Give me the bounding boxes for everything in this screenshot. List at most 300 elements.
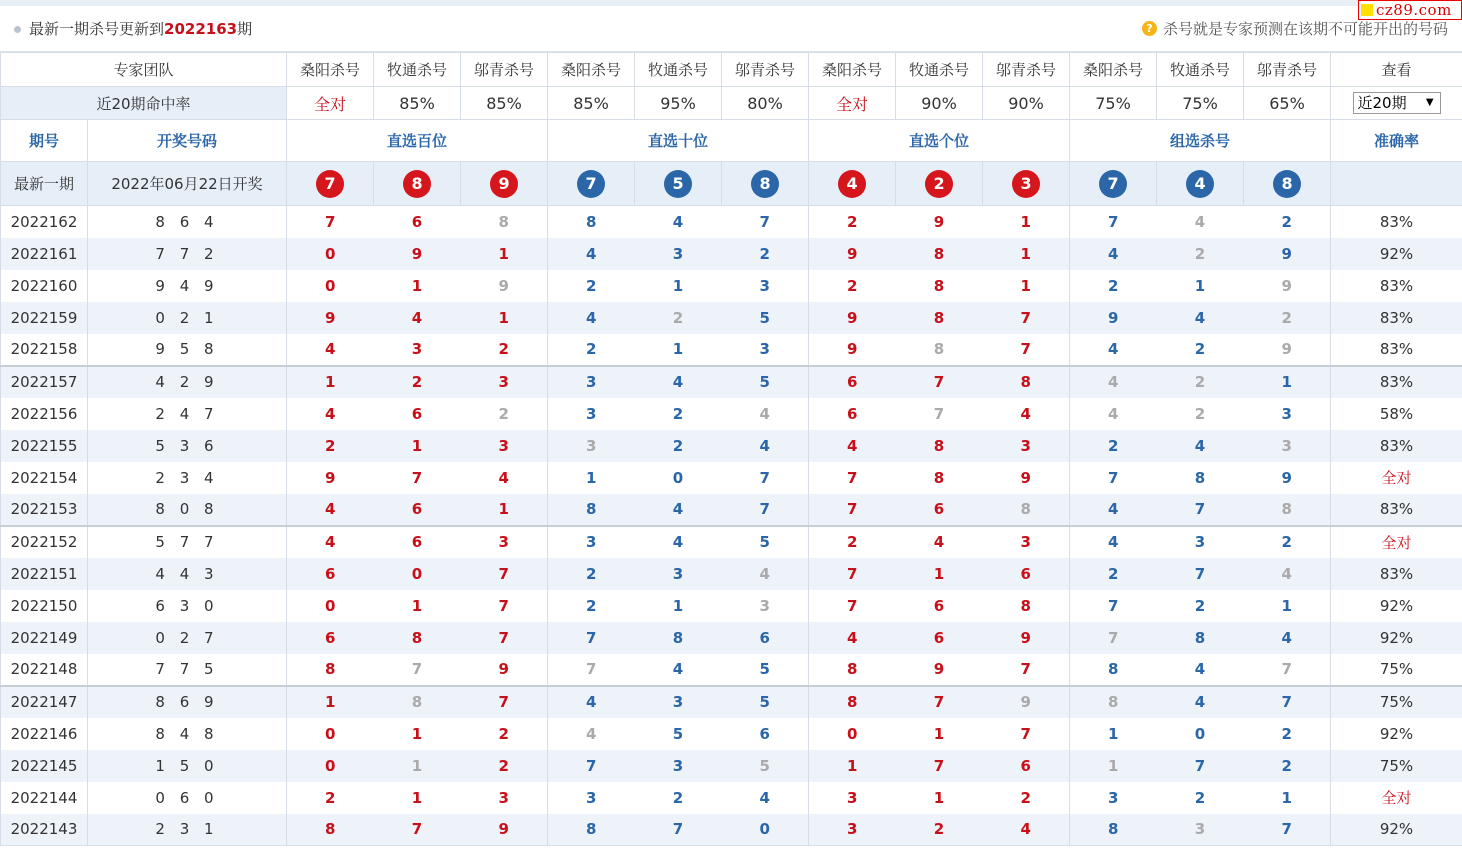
- kill-number: 8: [548, 206, 635, 238]
- kill-number: 2: [1244, 750, 1331, 782]
- hitrate-value: 65%: [1244, 87, 1331, 120]
- kill-number: 7: [1281, 660, 1292, 678]
- kill-number: 4: [287, 494, 374, 526]
- accuracy-value: 92%: [1331, 590, 1462, 622]
- kill-number: 1: [983, 206, 1070, 238]
- kill-number: 7: [933, 404, 945, 423]
- kill-number: 4: [722, 430, 809, 462]
- expert-name[interactable]: 桑阳杀号: [1070, 53, 1157, 87]
- accuracy-value: 75%: [1331, 750, 1462, 782]
- issue-number: 2022144: [1, 782, 88, 814]
- kill-number: 1: [1244, 366, 1331, 398]
- kill-number: 2: [498, 724, 509, 743]
- kill-number: 6: [374, 526, 461, 558]
- kill-number: 9: [374, 238, 461, 270]
- kill-number: 2: [896, 814, 983, 846]
- kill-number: 8: [809, 686, 896, 718]
- kill-number: 7: [1070, 462, 1157, 494]
- history-row: [1, 366, 1462, 398]
- issue-number: 2022149: [1, 622, 88, 654]
- kill-number: 2: [1244, 206, 1331, 238]
- history-row: [1, 718, 1462, 750]
- kill-number: 4: [983, 814, 1070, 846]
- kill-number: 3: [498, 788, 509, 807]
- latest-label: 最新一期: [1, 162, 88, 206]
- kill-number: 1: [461, 302, 548, 334]
- kill-number: 6: [374, 206, 461, 238]
- expert-name[interactable]: 桑阳杀号: [548, 53, 635, 87]
- kill-number: 0: [374, 558, 461, 590]
- kill-number: 3: [411, 340, 423, 358]
- kill-number: 6: [287, 622, 374, 654]
- kill-ball: 7: [577, 170, 605, 198]
- draw-number: 5 3 6: [88, 430, 287, 462]
- kill-number: 7: [759, 468, 770, 487]
- issue-number: 2022155: [1, 430, 88, 462]
- issue-number: 2022143: [1, 814, 88, 846]
- draw-number: 4 2 9: [88, 366, 287, 398]
- kill-number: 8: [1070, 686, 1157, 718]
- kill-number: 8: [896, 302, 983, 334]
- history-row: [1, 590, 1462, 622]
- kill-number: 5: [722, 366, 809, 398]
- history-row: [1, 302, 1462, 334]
- kill-number: 8: [896, 430, 983, 462]
- kill-number: 1: [287, 366, 374, 398]
- kill-number: 7: [461, 686, 548, 718]
- kill-number: 9: [1020, 468, 1031, 487]
- kill-number: 5: [672, 724, 684, 743]
- kill-number: 2: [548, 590, 635, 622]
- kill-number: 4: [1020, 404, 1031, 423]
- kill-number: 7: [1020, 660, 1031, 678]
- kill-number: 7: [722, 206, 809, 238]
- kill-number: 4: [722, 558, 809, 590]
- kill-number: 2: [1244, 302, 1331, 334]
- kill-number: 8: [461, 206, 548, 238]
- kill-number: 4: [374, 302, 461, 334]
- kill-number: 1: [1070, 750, 1157, 782]
- history-row: [1, 238, 1462, 270]
- kill-number-table: [0, 52, 1462, 846]
- accuracy-value: 92%: [1331, 718, 1462, 750]
- kill-number: 4: [635, 494, 722, 526]
- expert-name[interactable]: 牧通杀号: [635, 53, 722, 87]
- kill-number: 1: [983, 238, 1070, 270]
- kill-number: 1: [1020, 276, 1031, 295]
- kill-number: 7: [809, 462, 896, 494]
- hitrate-value: 90%: [896, 87, 983, 120]
- draw-number: 7 7 2: [88, 238, 287, 270]
- kill-number: 6: [374, 494, 461, 526]
- kill-number: 9: [498, 276, 509, 295]
- kill-number: 0: [672, 468, 684, 487]
- kill-ball: 9: [490, 170, 518, 198]
- kill-number: 7: [287, 206, 374, 238]
- kill-number: 8: [1070, 654, 1157, 686]
- kill-number: 4: [287, 398, 374, 430]
- kill-number: 9: [287, 302, 374, 334]
- accuracy-value: 全对: [1331, 782, 1462, 814]
- expert-name[interactable]: 桑阳杀号: [809, 53, 896, 87]
- kill-number: 3: [548, 782, 635, 814]
- question-circle-icon: ?: [1142, 21, 1157, 36]
- kill-number: 9: [896, 206, 983, 238]
- kill-number: 3: [1070, 782, 1157, 814]
- kill-number: 2: [809, 526, 896, 558]
- kill-ball: 4: [838, 170, 866, 198]
- kill-number: 4: [498, 468, 509, 487]
- history-row: [1, 750, 1462, 782]
- history-row: [1, 526, 1462, 558]
- kill-number: 1: [411, 788, 423, 807]
- kill-number: 3: [461, 526, 548, 558]
- kill-number: 7: [461, 558, 548, 590]
- kill-number: 1: [411, 276, 423, 295]
- latest-ball-cell: [635, 162, 722, 206]
- kill-number: 2: [809, 206, 896, 238]
- history-row: [1, 782, 1462, 814]
- kill-number: 6: [411, 404, 423, 423]
- kill-number: 7: [411, 468, 423, 487]
- kill-number: 4: [759, 404, 770, 423]
- kill-number: 9: [498, 660, 509, 678]
- kill-number: 4: [1244, 558, 1331, 590]
- dropdown-arrow-icon: ▼: [1425, 97, 1434, 108]
- kill-number: 8: [548, 494, 635, 526]
- kill-number: 3: [983, 526, 1070, 558]
- page-header: [0, 6, 1462, 52]
- kill-ball: 7: [1099, 170, 1127, 198]
- kill-number: 7: [1020, 724, 1031, 743]
- kill-number: 4: [1194, 660, 1206, 678]
- accuracy-value: 83%: [1331, 334, 1462, 366]
- expert-name[interactable]: 邬青杀号: [1244, 53, 1331, 87]
- hitrate-value: 85%: [548, 87, 635, 120]
- kill-number: 3: [1244, 430, 1331, 462]
- expert-name[interactable]: 桑阳杀号: [287, 53, 374, 87]
- kill-number: 4: [809, 430, 896, 462]
- history-row: [1, 686, 1462, 718]
- hitrate-value: 80%: [722, 87, 809, 120]
- expert-name[interactable]: 邬青杀号: [722, 53, 809, 87]
- hitrate-value: 85%: [461, 87, 548, 120]
- issue-number: 2022150: [1, 590, 88, 622]
- kill-number: 0: [722, 814, 809, 846]
- kill-number: 2: [1194, 596, 1206, 615]
- kill-number: 2: [548, 334, 635, 366]
- kill-number: 2: [672, 404, 684, 423]
- kill-number: 1: [672, 340, 684, 358]
- latest-ball-cell: [374, 162, 461, 206]
- kill-number: 5: [722, 526, 809, 558]
- kill-number: 1: [672, 596, 684, 615]
- kill-number: 5: [722, 750, 809, 782]
- kill-number: 4: [1070, 494, 1157, 526]
- hitrate-value: 全对: [287, 87, 374, 120]
- issue-header: 期号: [1, 120, 88, 162]
- kill-number: 3: [809, 814, 896, 846]
- kill-number: 3: [983, 430, 1070, 462]
- kill-number: 2: [1070, 270, 1157, 302]
- draw-number: 0 6 0: [88, 782, 287, 814]
- draw-header: 开奖号码: [88, 120, 287, 162]
- kill-number: 8: [1194, 468, 1206, 487]
- draw-number: 8 4 8: [88, 718, 287, 750]
- latest-prediction-row: [1, 162, 1462, 206]
- kill-number: 5: [759, 660, 770, 678]
- kill-number: 1: [1281, 596, 1292, 615]
- group-header-units: 直选个位: [809, 120, 1070, 162]
- accuracy-value: 全对: [1331, 462, 1462, 494]
- kill-number: 7: [1244, 686, 1331, 718]
- accuracy-value: 83%: [1331, 206, 1462, 238]
- kill-number: 2: [722, 238, 809, 270]
- history-row: [1, 270, 1462, 302]
- kill-number: 4: [635, 206, 722, 238]
- kill-number: 3: [635, 238, 722, 270]
- kill-number: 1: [933, 788, 945, 807]
- kill-number: 3: [1281, 404, 1292, 423]
- kill-ball: 7: [316, 170, 344, 198]
- hitrate-value: 95%: [635, 87, 722, 120]
- history-row: [1, 206, 1462, 238]
- kill-number: 8: [1157, 622, 1244, 654]
- kill-number: 6: [896, 494, 983, 526]
- kill-number: 3: [635, 750, 722, 782]
- latest-ball-cell: [1070, 162, 1157, 206]
- kill-number: 7: [896, 686, 983, 718]
- kill-number: 7: [374, 814, 461, 846]
- kill-number: 4: [1070, 366, 1157, 398]
- kill-number: 7: [411, 660, 423, 678]
- kill-number: 7: [809, 558, 896, 590]
- group-header-tens: 直选十位: [548, 120, 809, 162]
- kill-number: 4: [287, 526, 374, 558]
- period-select-cell: [1331, 87, 1462, 120]
- kill-number: 4: [1157, 206, 1244, 238]
- kill-number: 3: [1157, 814, 1244, 846]
- kill-number: 4: [635, 526, 722, 558]
- kill-number: 2: [548, 558, 635, 590]
- accuracy-value: 83%: [1331, 270, 1462, 302]
- kill-number: 4: [1157, 686, 1244, 718]
- issue-number: 2022154: [1, 462, 88, 494]
- kill-number: 7: [1020, 340, 1031, 358]
- accuracy-value: 83%: [1331, 494, 1462, 526]
- column-header-row: [1, 120, 1462, 162]
- kill-number: 6: [809, 366, 896, 398]
- accuracy-value: 92%: [1331, 622, 1462, 654]
- history-row: [1, 814, 1462, 846]
- accuracy-value: 75%: [1331, 686, 1462, 718]
- kill-number: 9: [1244, 238, 1331, 270]
- draw-number: 8 6 9: [88, 686, 287, 718]
- accuracy-value: 83%: [1331, 366, 1462, 398]
- kill-number: 9: [1281, 468, 1292, 487]
- kill-number: 9: [1281, 276, 1292, 295]
- kill-number: 7: [548, 750, 635, 782]
- hitrate-label: 近20期命中率: [1, 87, 287, 120]
- kill-number: 0: [287, 270, 374, 302]
- kill-number: 2: [374, 366, 461, 398]
- kill-number: 3: [548, 526, 635, 558]
- kill-number: 3: [1157, 526, 1244, 558]
- kill-number: 8: [933, 276, 945, 295]
- kill-number: 2: [498, 404, 509, 423]
- kill-number: 0: [287, 718, 374, 750]
- kill-number: 1: [411, 724, 423, 743]
- kill-number: 1: [1281, 788, 1292, 807]
- expert-name[interactable]: 邬青杀号: [461, 53, 548, 87]
- history-row: [1, 430, 1462, 462]
- issue-number: 2022158: [1, 334, 88, 366]
- draw-number: 4 4 3: [88, 558, 287, 590]
- draw-number: 9 5 8: [88, 334, 287, 366]
- kill-number: 6: [759, 724, 770, 743]
- kill-number: 2: [809, 270, 896, 302]
- kill-ball: 8: [1273, 170, 1301, 198]
- site-logo[interactable]: cz89.com: [1358, 0, 1462, 20]
- kill-number: 2: [635, 302, 722, 334]
- kill-ball: 2: [925, 170, 953, 198]
- expert-name[interactable]: 牧通杀号: [1157, 53, 1244, 87]
- accuracy-value: 全对: [1331, 526, 1462, 558]
- kill-number: 3: [759, 276, 770, 295]
- expert-name[interactable]: 邬青杀号: [983, 53, 1070, 87]
- kill-number: 1: [1070, 718, 1157, 750]
- kill-number: 8: [809, 654, 896, 686]
- draw-number: 1 5 0: [88, 750, 287, 782]
- kill-number: 2: [1244, 526, 1331, 558]
- kill-number: 7: [809, 590, 896, 622]
- kill-number: 2: [287, 430, 374, 462]
- kill-number: 8: [896, 238, 983, 270]
- expert-name[interactable]: 牧通杀号: [374, 53, 461, 87]
- kill-number: 2: [1070, 558, 1157, 590]
- kill-number: 1: [672, 276, 684, 295]
- accuracy-header: 准确率: [1331, 120, 1462, 162]
- kill-number: 8: [374, 622, 461, 654]
- kill-number: 3: [548, 430, 635, 462]
- group-header-group-kill: 组选杀号: [1070, 120, 1331, 162]
- kill-number: 2: [1194, 788, 1206, 807]
- kill-number: 4: [1244, 622, 1331, 654]
- latest-accuracy-cell: [1331, 162, 1462, 206]
- kill-number: 2: [1194, 340, 1206, 358]
- kill-number: 7: [1157, 750, 1244, 782]
- experts-row: [1, 53, 1462, 87]
- latest-ball-cell: [983, 162, 1070, 206]
- draw-number: 9 4 9: [88, 270, 287, 302]
- kill-number: 4: [1070, 398, 1157, 430]
- history-row: [1, 494, 1462, 526]
- issue-number: 2022148: [1, 654, 88, 686]
- kill-number: 1: [461, 238, 548, 270]
- kill-number: 7: [896, 366, 983, 398]
- issue-number: 2022146: [1, 718, 88, 750]
- kill-number: 1: [374, 750, 461, 782]
- kill-number: 0: [287, 590, 374, 622]
- kill-number: 3: [759, 340, 770, 358]
- kill-number: 5: [722, 686, 809, 718]
- kill-number: 6: [896, 622, 983, 654]
- kill-number: 2: [548, 270, 635, 302]
- kill-number: 2: [672, 788, 684, 807]
- kill-number: 4: [1157, 302, 1244, 334]
- expert-name[interactable]: 牧通杀号: [896, 53, 983, 87]
- kill-number: 2: [1194, 404, 1206, 423]
- bullet-icon: [14, 26, 21, 33]
- kill-number: 7: [498, 596, 509, 615]
- kill-number: 0: [1194, 724, 1206, 743]
- accuracy-value: 58%: [1331, 398, 1462, 430]
- kill-number: 7: [1070, 590, 1157, 622]
- kill-number: 5: [722, 302, 809, 334]
- kill-ball: 4: [1186, 170, 1214, 198]
- kill-number: 7: [896, 750, 983, 782]
- kill-number: 1: [548, 462, 635, 494]
- kill-number: 9: [983, 686, 1070, 718]
- kill-number: 2: [1157, 238, 1244, 270]
- kill-number: 8: [635, 622, 722, 654]
- kill-number: 3: [548, 398, 635, 430]
- kill-number: 4: [548, 686, 635, 718]
- draw-number: 7 7 5: [88, 654, 287, 686]
- issue-number: 2022161: [1, 238, 88, 270]
- kill-number: 2: [635, 430, 722, 462]
- kill-number: 4: [287, 334, 374, 366]
- view-label: 查看: [1331, 53, 1462, 87]
- kill-number: 1: [809, 750, 896, 782]
- accuracy-value: 83%: [1331, 558, 1462, 590]
- kill-number: 8: [287, 654, 374, 686]
- kill-number: 9: [1281, 340, 1292, 358]
- kill-number: 1: [287, 686, 374, 718]
- draw-number: 8 0 8: [88, 494, 287, 526]
- draw-number: 2 3 1: [88, 814, 287, 846]
- issue-number: 2022145: [1, 750, 88, 782]
- kill-number-hint: ? 杀号就是专家预测在该期不可能开出的号码: [1142, 18, 1448, 39]
- hitrate-value: 90%: [983, 87, 1070, 120]
- kill-number: 9: [287, 462, 374, 494]
- kill-number: 9: [809, 238, 896, 270]
- latest-ball-cell: [809, 162, 896, 206]
- latest-date: 2022年06月22日开奖: [88, 162, 287, 206]
- kill-number: 4: [672, 660, 684, 678]
- kill-number: 6: [809, 398, 896, 430]
- draw-number: 2 4 7: [88, 398, 287, 430]
- accuracy-value: 92%: [1331, 238, 1462, 270]
- kill-number: 7: [1157, 494, 1244, 526]
- kill-number: 0: [809, 718, 896, 750]
- draw-number: 0 2 1: [88, 302, 287, 334]
- latest-ball-cell: [722, 162, 809, 206]
- kill-number: 3: [635, 558, 722, 590]
- draw-number: 8 6 4: [88, 206, 287, 238]
- issue-number: 2022156: [1, 398, 88, 430]
- kill-number: 1: [411, 596, 423, 615]
- kill-number: 8: [933, 468, 945, 487]
- kill-number: 9: [933, 660, 945, 678]
- period-select[interactable]: 近20期 ▼: [1353, 92, 1441, 114]
- kill-number: 0: [287, 750, 374, 782]
- kill-number: 2: [461, 750, 548, 782]
- kill-number: 0: [287, 238, 374, 270]
- kill-number: 3: [635, 686, 722, 718]
- kill-number: 8: [1244, 494, 1331, 526]
- kill-number: 8: [933, 340, 945, 358]
